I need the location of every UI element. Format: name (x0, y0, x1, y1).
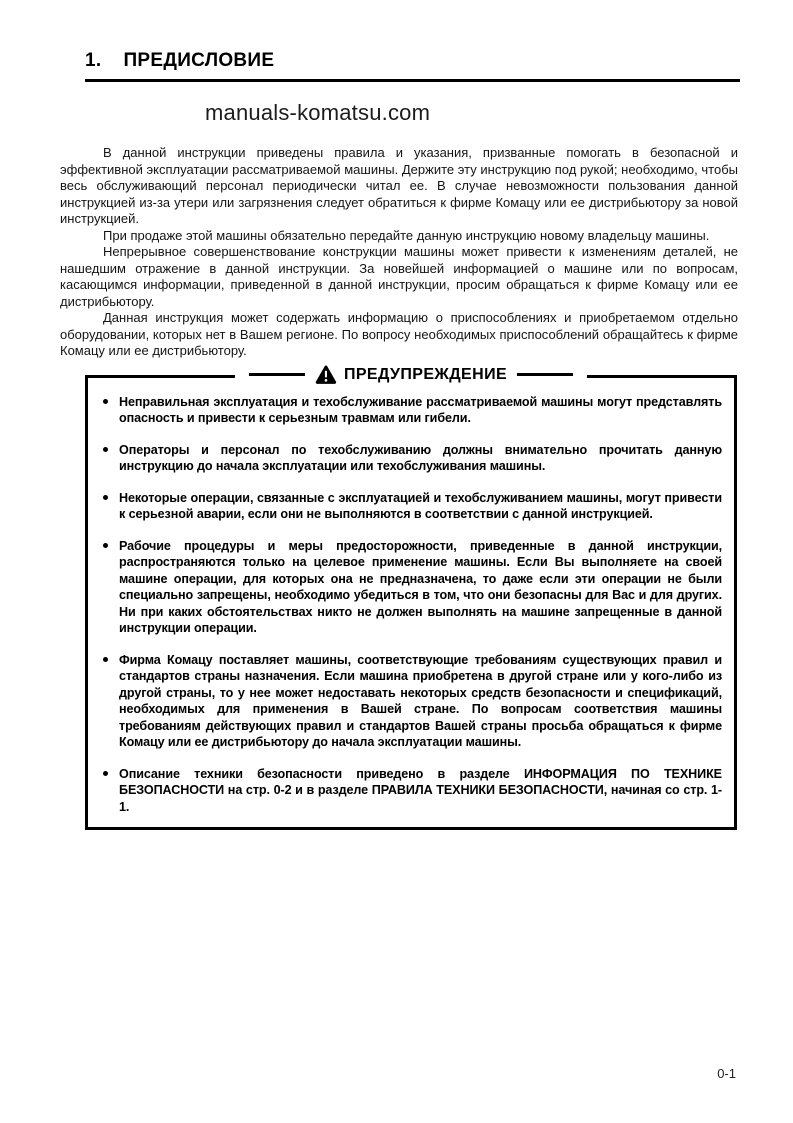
warning-label: ПРЕДУПРЕЖДЕНИЕ (343, 365, 508, 383)
bullet-dot-icon (103, 543, 108, 548)
header-rule-left (249, 373, 305, 376)
body-paragraph: При продаже этой машины обязательно передайте данную инструкцию новому владельцу машины. (103, 227, 710, 243)
body-paragraph: Непрерывное совершенствование конструкции машины может привести к изменениям деталей, не нашедшим отражение в данной инструкции. За новейшей информацией о машине или по вопросам, касающимся информации, приведенной в данной инструкции, просим обращаться к фирме Комацу или ее дистрибьютору. (60, 244, 738, 309)
warning-bullet (102, 652, 722, 751)
intro-paragraphs (60, 145, 738, 360)
bullet-dot-icon (103, 771, 108, 776)
warning-triangle-icon (315, 365, 337, 385)
warning-bullet-text: Фирма Комацу поставляет машины, соответствующие требованиям существующих правил и стандартов страны назначения. Если машина приобретена в другой стране или у кого-либо из другой страны, то у нее может недоставать некоторых средств безопасности и спецификаций, необходимых для применения в Вашей стране. По вопросам соответствия машины требованиям действующих правил и стандартов Вашей страны просьба обращаться к фирме Комацу или ее дистрибьютору до начала эксплуатации машины. (119, 652, 722, 749)
body-paragraph: Данная инструкция может содержать информацию о приспособлениях и приобретаемом отдельно оборудовании, которых нет в Вашем регионе. По вопросу необходимых приспособлений обращайтесь к фирме Комацу или ее дистрибьютору. (60, 310, 738, 358)
page-number: 0-1 (717, 1066, 736, 1081)
section-title: ПРЕДИСЛОВИЕ (123, 50, 275, 71)
warning-bullet-list (102, 394, 722, 816)
warning-bullet-text: Некоторые операции, связанные с эксплуатацией и техобслуживанием машины, могут привести к серьезной аварии, если они не выполняются в соответствии с данной инструкцией. (119, 490, 722, 521)
warning-box (85, 365, 737, 831)
section-number: 1. (85, 50, 102, 71)
bullet-dot-icon (103, 657, 108, 662)
warning-bullet (102, 766, 722, 816)
warning-bullet (102, 538, 722, 637)
warning-bullet-text: Неправильная эксплуатация и техобслуживание рассматриваемой машины могут представлять опасность и привести к серьезным травмам или гибели. (119, 394, 722, 425)
warning-bullet-text: Описание техники безопасности приведено в разделе ИНФОРМАЦИЯ ПО ТЕХНИКЕ БЕЗОПАСНОСТИ на стр. 0-2 и в разделе ПРАВИЛА ТЕХНИКИ БЕЗОПАСНОСТИ, начиная со стр. 1-1. (119, 766, 722, 814)
warning-header (235, 365, 587, 385)
warning-bullet-text: Рабочие процедуры и меры предосторожности, приведенные в данной инструкции, распространяются только на целевое применение машины. Если Вы выполняете на своей машине операции, для которых она не предназначена, то даже если эти операции не были специально запрещены, необходимо убедиться в том, что они безопасны для Вас и для других. Ни при каких обстоятельствах никто не должен выполнять на машине запрещенные в данной инструкции операции. (119, 538, 722, 635)
warning-bullet (102, 442, 722, 475)
watermark-text: manuals-komatsu.com (205, 100, 431, 125)
header-rule-right (517, 373, 573, 376)
body-paragraph: В данной инструкции приведены правила и указания, призванные помогать в безопасной и эффективной эксплуатации рассматриваемой машины. Держите эту инструкцию под рукой; необходимо, чтобы весь обслуживающий персонал периодически читал ее. В случае невозможности пользования данной инструкцией из-за утери или загрязнения следует обратиться к фирме Комацу или ее дистрибьютору за новой инструкцией. (60, 145, 738, 226)
bullet-dot-icon (103, 399, 108, 404)
bullet-dot-icon (103, 495, 108, 500)
warning-bullet (102, 490, 722, 523)
bullet-dot-icon (103, 447, 108, 452)
warning-bullet (102, 394, 722, 427)
section-heading (85, 50, 740, 82)
warning-bullet-text: Операторы и персонал по техобслуживанию должны внимательно прочитать данную инструкцию до начала эксплуатации или техобслуживания машины. (119, 442, 722, 473)
